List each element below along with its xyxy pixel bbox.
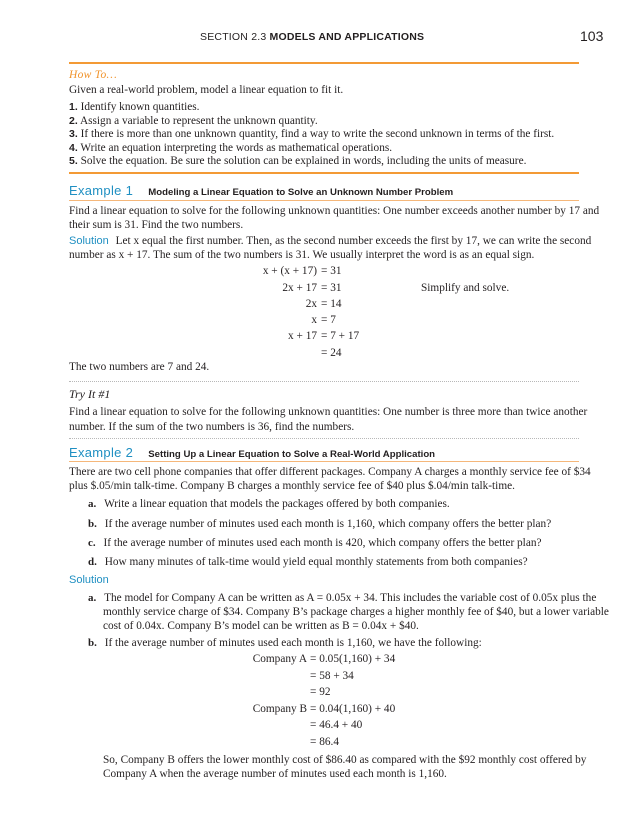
equation-note: Simplify and solve. (421, 282, 510, 294)
example2-problem-line: plus $.05/min talk-time. Company B charges a monthly service fee of $40 plus $.04/min talk-time. (69, 480, 515, 492)
example2-part (88, 518, 551, 530)
part-text: How many minutes of talk-time would yield equal monthly statements from both companies? (104, 556, 528, 568)
example2-heading (69, 445, 435, 460)
solution-a-line (88, 592, 596, 604)
howto-step (69, 142, 392, 154)
example2-rule (69, 461, 579, 462)
tryit-line: number. If the sum of the two numbers is 36, find the numbers. (69, 421, 355, 433)
example2-label: Example 2 (69, 445, 134, 460)
solution-b-text: If the average number of minutes used each month is 1,160, we have the following: (104, 637, 482, 649)
part-text: Write a linear equation that models the packages offered by both companies. (104, 498, 450, 510)
part-label: a. (88, 592, 97, 604)
example2-problem-line: There are two cell phone companies that offer different packages. Company A charges a monthly service fee of $34 (69, 466, 591, 478)
tryit-label: Try It #1 (69, 387, 111, 401)
part-label: c. (88, 537, 96, 549)
section-title: MODELS AND APPLICATIONS (269, 31, 425, 43)
equation-lhs: 2x (305, 298, 317, 310)
page-number: 103 (580, 28, 604, 44)
example2-part (88, 498, 450, 510)
solution-label: Solution (69, 235, 109, 247)
tryit-top-rule (69, 381, 579, 382)
example2-title: Setting Up a Linear Equation to Solve a Real-World Application (148, 449, 436, 460)
equation-lhs: x + (x + 17) (262, 265, 317, 277)
step-number: 3. (69, 128, 78, 140)
step-text: Identify known quantities. (80, 101, 200, 113)
example2-conclusion: So, Company B offers the lower monthly cost of $86.40 as compared with the $92 monthly cost offered by (103, 754, 587, 766)
example1-problem-line: Find a linear equation to solve for the following unknown quantities: One number exceeds another number by 17 and (69, 205, 600, 217)
howto-top-rule (69, 62, 579, 64)
step-text: Write an equation interpreting the words as mathematical operations. (80, 142, 393, 154)
step-number: 2. (69, 115, 78, 127)
example2-solution-label (69, 574, 109, 586)
part-label: a. (88, 498, 97, 510)
equation-rhs: = 86.4 (310, 736, 339, 748)
step-number: 5. (69, 155, 78, 167)
equation-rhs: = 7 + 17 (321, 330, 360, 342)
equation-lhs: Company A (252, 653, 307, 665)
equation-rhs: = 46.4 + 40 (310, 719, 363, 731)
example1-rule (69, 200, 579, 201)
howto-step (69, 155, 526, 167)
equation-rhs: = 58 + 34 (310, 670, 354, 682)
example1-solution-line: number as x + 17. The sum of the two numbers is 31. We usually interpret the word is as an equal sign. (69, 249, 535, 261)
equation-rhs: = 31 (321, 282, 342, 294)
solution-label: Solution (69, 574, 109, 586)
howto-label: How To… (69, 69, 118, 81)
equation-rhs: = 14 (321, 298, 342, 310)
equation-rhs: = 24 (321, 347, 342, 359)
example1-conclusion: The two numbers are 7 and 24. (69, 361, 210, 373)
solution-a-line: monthly service charge of $34. Company B’s package charges a higher monthly fee of $40, but a lower variable (103, 606, 609, 618)
example2-part (88, 556, 528, 568)
example1-problem-line: their sum is 31. Find the two numbers. (69, 219, 244, 231)
equation-lhs: Company B (252, 703, 307, 715)
part-label: b. (88, 518, 97, 530)
solution-text: Let x equal the first number. Then, as the second number exceeds the first by 17, we can write the second (115, 235, 592, 247)
part-text: If the average number of minutes used each month is 1,160, which company offers the better plan? (104, 518, 552, 530)
equation-rhs: = 0.04(1,160) + 40 (310, 703, 396, 715)
equation-lhs: x (311, 314, 317, 326)
howto-bottom-rule (69, 172, 579, 174)
step-text: If there is more than one unknown quantity, find a way to write the second unknown in terms of the first. (80, 128, 555, 140)
example1-label: Example 1 (69, 183, 134, 198)
equation-rhs: = 0.05(1,160) + 34 (310, 653, 396, 665)
equation-rhs: = 7 (321, 314, 336, 326)
step-number: 4. (69, 142, 78, 154)
solution-a-line: cost of 0.04x. Company B’s model can be written as B = 0.04x + $40. (103, 620, 419, 632)
step-text: Assign a variable to represent the unknown quantity. (79, 115, 318, 127)
example1-heading (69, 183, 453, 198)
part-label: d. (88, 556, 97, 568)
section-prefix: SECTION 2.3 (200, 31, 267, 43)
example1-solution-line (69, 235, 591, 247)
tryit-bottom-rule (69, 438, 579, 439)
step-number: 1. (69, 101, 78, 113)
howto-step (69, 115, 318, 127)
part-label: b. (88, 637, 97, 649)
equation-lhs: x + 17 (288, 330, 317, 342)
step-text: Solve the equation. Be sure the solution can be explained in words, including the units of measure. (80, 155, 527, 167)
example2-conclusion: Company A when the average number of minutes used each month is 1,160. (103, 768, 447, 780)
example1-title: Modeling a Linear Equation to Solve an Unknown Number Problem (148, 187, 454, 198)
solution-a-text: The model for Company A can be written as A = 0.05x + 34. This includes the variable cost of 0.05x plus the (104, 592, 597, 604)
equation-rhs: = 92 (310, 686, 331, 698)
tryit-line: Find a linear equation to solve for the following unknown quantities: One number is three more than twice another (69, 406, 588, 418)
howto-step (69, 128, 554, 140)
section-header (200, 31, 424, 43)
equation-lhs: 2x + 17 (282, 282, 317, 294)
equation-rhs: = 31 (321, 265, 342, 277)
howto-intro: Given a real-world problem, model a linear equation to fit it. (69, 84, 344, 96)
example2-part (88, 537, 542, 549)
part-text: If the average number of minutes used each month is 420, which company offers the better plan? (103, 537, 542, 549)
howto-step (69, 101, 200, 113)
solution-b-line (88, 637, 482, 649)
